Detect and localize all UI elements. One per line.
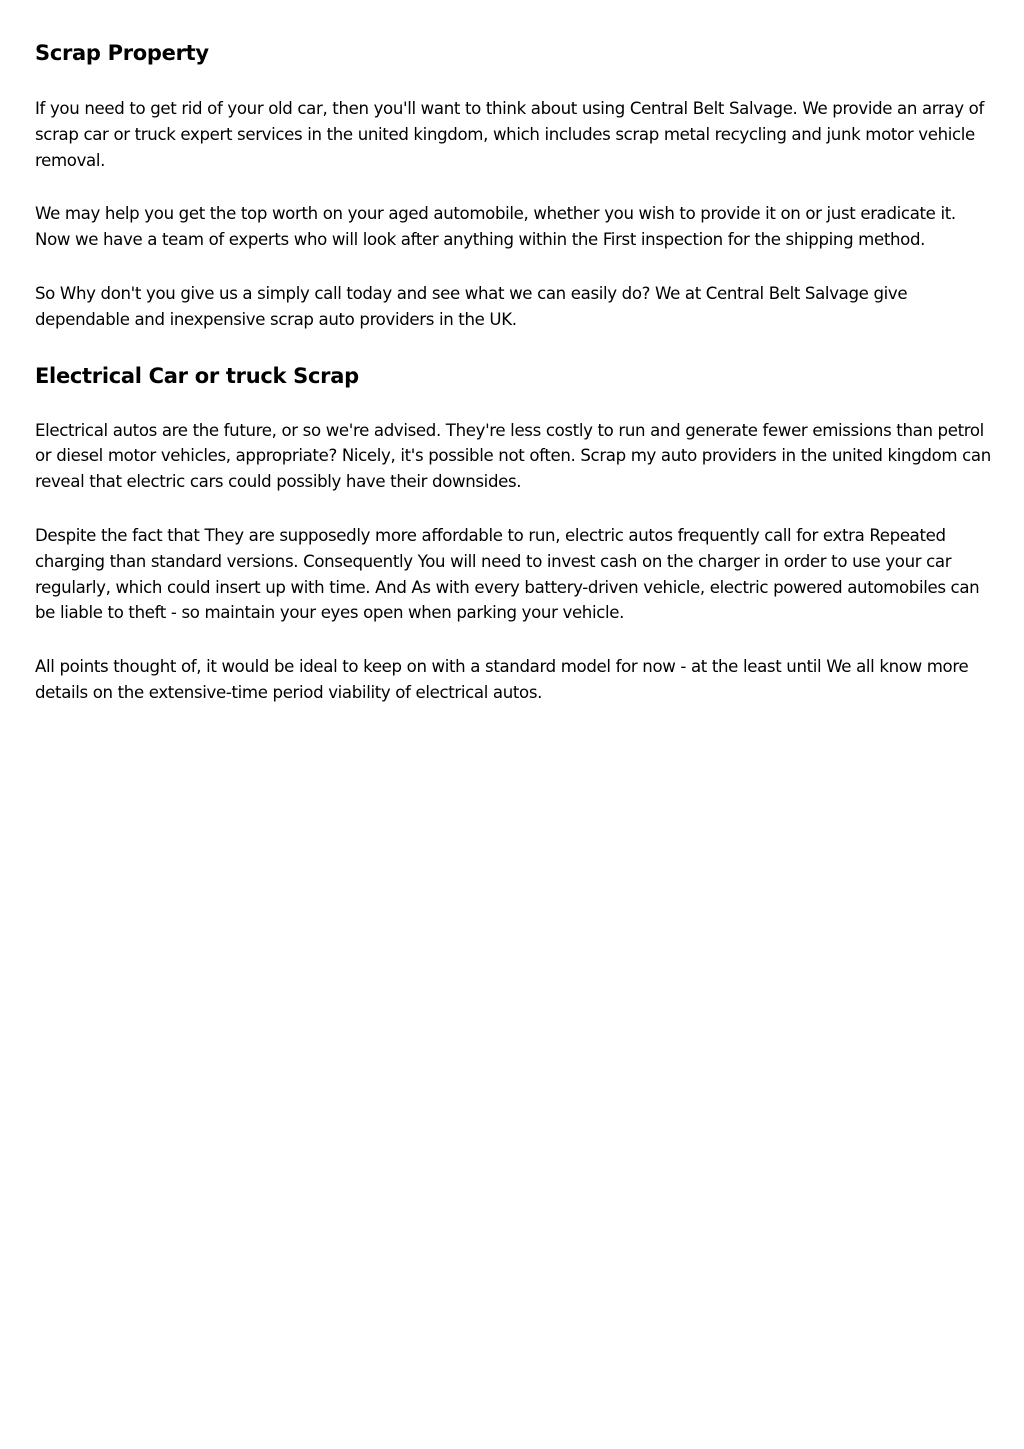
- paragraph: Despite the fact that They are supposedly more affordable to run, electric autos frequently call for extra Repeated charging than standard versions. Consequently You will need to invest cash on the charger in order to use your car regularly, which could insert up with time. And As with every battery-driven vehicle, electric powered automobiles can be liable to theft - so maintain your eyes open when parking your vehicle.: [35, 525, 980, 623]
- paragraph: We may help you get the top worth on your aged automobile, whether you wish to provide it on or just eradicate it. Now we have a team of experts who will look after anything within the First inspection for the shipping method.: [35, 204, 956, 250]
- paragraph: Electrical autos are the future, or so we're advised. They're less costly to run and generate fewer emissions than petrol or diesel motor vehicles, appropriate? Nicely, it's possible not often. Scrap my auto providers in the united kingdom can reveal that electric cars could possibly have their downsides.: [35, 420, 991, 492]
- section-heading-scrap-property: Scrap Property: [35, 41, 209, 65]
- document-page: [35, 38, 995, 706]
- paragraph: All points thought of, it would be ideal to keep on with a standard model for now - at the least until We all know more details on the extensive-time period viability of electrical autos.: [35, 657, 969, 702]
- paragraph: So Why don't you give us a simply call today and see what we can easily do? We at Central Belt Salvage give dependable and inexpensive scrap auto providers in the UK.: [35, 283, 908, 329]
- section-heading-electrical-car-scrap: Electrical Car or truck Scrap: [35, 363, 359, 388]
- paragraph: If you need to get rid of your old car, then you'll want to think about using Central Belt Salvage. We provide an array of scrap car or truck expert services in the united kingdom, which includes scrap metal recycling and junk motor vehicle removal.: [35, 99, 984, 170]
